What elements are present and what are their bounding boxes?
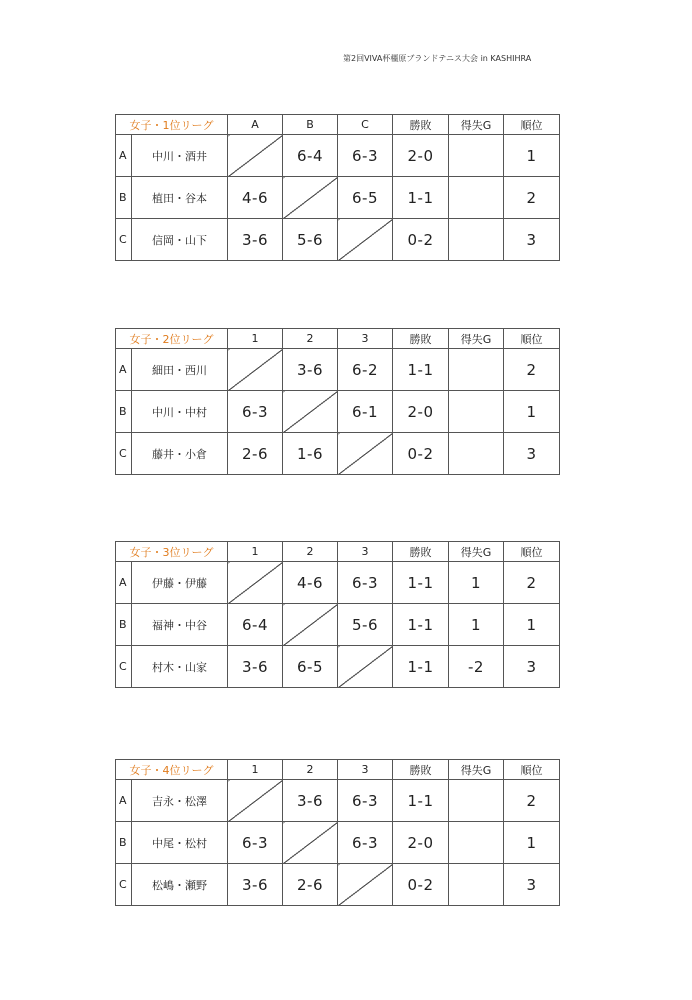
opponent-header: 3 (338, 542, 393, 562)
self-match-diagonal (228, 562, 283, 604)
rank-header: 順位 (504, 329, 560, 349)
team-names: 細田・西川 (132, 349, 228, 391)
row-label: C (116, 433, 132, 475)
opponent-header: 2 (283, 542, 338, 562)
team-row (116, 349, 560, 391)
win-loss: 1-1 (393, 562, 449, 604)
match-result: 2-6 (283, 864, 338, 906)
rank: 1 (504, 822, 560, 864)
self-match-diagonal (338, 219, 393, 261)
rank: 1 (504, 391, 560, 433)
games-diff-header: 得失G (449, 760, 504, 780)
match-result: 5-6 (283, 219, 338, 261)
team-names: 福神・中谷 (132, 604, 228, 646)
team-names: 松嶋・瀬野 (132, 864, 228, 906)
rank: 2 (504, 177, 560, 219)
win-loss: 1-1 (393, 646, 449, 688)
opponent-header: A (228, 115, 283, 135)
league-table (115, 541, 560, 688)
match-result: 4-6 (228, 177, 283, 219)
match-result: 2-6 (228, 433, 283, 475)
games-diff-header: 得失G (449, 329, 504, 349)
match-result: 6-4 (283, 135, 338, 177)
league-table (115, 759, 560, 906)
rank: 3 (504, 646, 560, 688)
row-label: A (116, 562, 132, 604)
match-result: 3-6 (228, 219, 283, 261)
rank: 1 (504, 135, 560, 177)
games-diff (449, 822, 504, 864)
row-label: B (116, 177, 132, 219)
row-label: C (116, 219, 132, 261)
opponent-header: 3 (338, 329, 393, 349)
games-diff (449, 433, 504, 475)
match-result: 6-3 (228, 822, 283, 864)
rank-header: 順位 (504, 115, 560, 135)
games-diff (449, 135, 504, 177)
opponent-header: 1 (228, 760, 283, 780)
row-label: B (116, 822, 132, 864)
row-label: A (116, 780, 132, 822)
rank: 3 (504, 864, 560, 906)
opponent-header: 1 (228, 542, 283, 562)
team-row (116, 433, 560, 475)
league-header-row (116, 542, 560, 562)
games-diff (449, 349, 504, 391)
win-loss-header: 勝敗 (393, 760, 449, 780)
self-match-diagonal (283, 822, 338, 864)
match-result: 6-3 (228, 391, 283, 433)
rank-header: 順位 (504, 760, 560, 780)
league-table (115, 114, 560, 261)
match-result: 6-5 (338, 177, 393, 219)
team-names: 中尾・松村 (132, 822, 228, 864)
team-names: 信岡・山下 (132, 219, 228, 261)
self-match-diagonal (283, 391, 338, 433)
league-title: 女子・1位リーグ (116, 115, 228, 135)
win-loss: 1-1 (393, 604, 449, 646)
team-names: 藤井・小倉 (132, 433, 228, 475)
win-loss: 1-1 (393, 349, 449, 391)
row-label: B (116, 604, 132, 646)
match-result: 3-6 (283, 780, 338, 822)
team-row (116, 604, 560, 646)
league-header-row (116, 329, 560, 349)
games-diff (449, 391, 504, 433)
rank: 3 (504, 219, 560, 261)
win-loss: 0-2 (393, 433, 449, 475)
win-loss: 2-0 (393, 135, 449, 177)
row-label: C (116, 864, 132, 906)
rank: 1 (504, 604, 560, 646)
team-row (116, 177, 560, 219)
team-names: 中川・酒井 (132, 135, 228, 177)
rank: 2 (504, 780, 560, 822)
games-diff: 1 (449, 604, 504, 646)
match-result: 3-6 (283, 349, 338, 391)
row-label: A (116, 135, 132, 177)
team-row (116, 391, 560, 433)
match-result: 6-3 (338, 562, 393, 604)
match-result: 3-6 (228, 864, 283, 906)
document-header: 第2回VIVA杯橿原ブランドテニス大会 in KASHIHRA (343, 54, 532, 63)
match-result: 6-3 (338, 780, 393, 822)
self-match-diagonal (338, 433, 393, 475)
games-diff (449, 864, 504, 906)
team-row (116, 864, 560, 906)
league-header-row (116, 115, 560, 135)
match-result: 3-6 (228, 646, 283, 688)
team-names: 伊藤・伊藤 (132, 562, 228, 604)
games-diff: -2 (449, 646, 504, 688)
games-diff-header: 得失G (449, 542, 504, 562)
games-diff-header: 得失G (449, 115, 504, 135)
rank: 2 (504, 562, 560, 604)
win-loss-header: 勝敗 (393, 329, 449, 349)
self-match-diagonal (228, 349, 283, 391)
team-row (116, 135, 560, 177)
win-loss: 0-2 (393, 219, 449, 261)
match-result: 1-6 (283, 433, 338, 475)
win-loss: 0-2 (393, 864, 449, 906)
rank-header: 順位 (504, 542, 560, 562)
games-diff (449, 219, 504, 261)
match-result: 6-3 (338, 822, 393, 864)
league-table (115, 328, 560, 475)
match-result: 6-5 (283, 646, 338, 688)
opponent-header: 1 (228, 329, 283, 349)
self-match-diagonal (338, 646, 393, 688)
league-title: 女子・3位リーグ (116, 542, 228, 562)
row-label: A (116, 349, 132, 391)
team-names: 植田・谷本 (132, 177, 228, 219)
team-names: 吉永・松澤 (132, 780, 228, 822)
win-loss: 1-1 (393, 780, 449, 822)
league-title: 女子・4位リーグ (116, 760, 228, 780)
opponent-header: 2 (283, 329, 338, 349)
team-names: 中川・中村 (132, 391, 228, 433)
team-names: 村木・山家 (132, 646, 228, 688)
league-title: 女子・2位リーグ (116, 329, 228, 349)
rank: 2 (504, 349, 560, 391)
row-label: C (116, 646, 132, 688)
match-result: 6-1 (338, 391, 393, 433)
row-label: B (116, 391, 132, 433)
team-row (116, 780, 560, 822)
self-match-diagonal (228, 780, 283, 822)
self-match-diagonal (228, 135, 283, 177)
win-loss-header: 勝敗 (393, 542, 449, 562)
match-result: 5-6 (338, 604, 393, 646)
team-row (116, 646, 560, 688)
match-result: 4-6 (283, 562, 338, 604)
match-result: 6-3 (338, 135, 393, 177)
self-match-diagonal (338, 864, 393, 906)
team-row (116, 562, 560, 604)
league-header-row (116, 760, 560, 780)
team-row (116, 219, 560, 261)
match-result: 6-2 (338, 349, 393, 391)
opponent-header: 2 (283, 760, 338, 780)
opponent-header: C (338, 115, 393, 135)
win-loss: 2-0 (393, 822, 449, 864)
games-diff (449, 780, 504, 822)
opponent-header: B (283, 115, 338, 135)
self-match-diagonal (283, 604, 338, 646)
win-loss: 1-1 (393, 177, 449, 219)
team-row (116, 822, 560, 864)
games-diff (449, 177, 504, 219)
opponent-header: 3 (338, 760, 393, 780)
self-match-diagonal (283, 177, 338, 219)
win-loss: 2-0 (393, 391, 449, 433)
win-loss-header: 勝敗 (393, 115, 449, 135)
match-result: 6-4 (228, 604, 283, 646)
games-diff: 1 (449, 562, 504, 604)
rank: 3 (504, 433, 560, 475)
